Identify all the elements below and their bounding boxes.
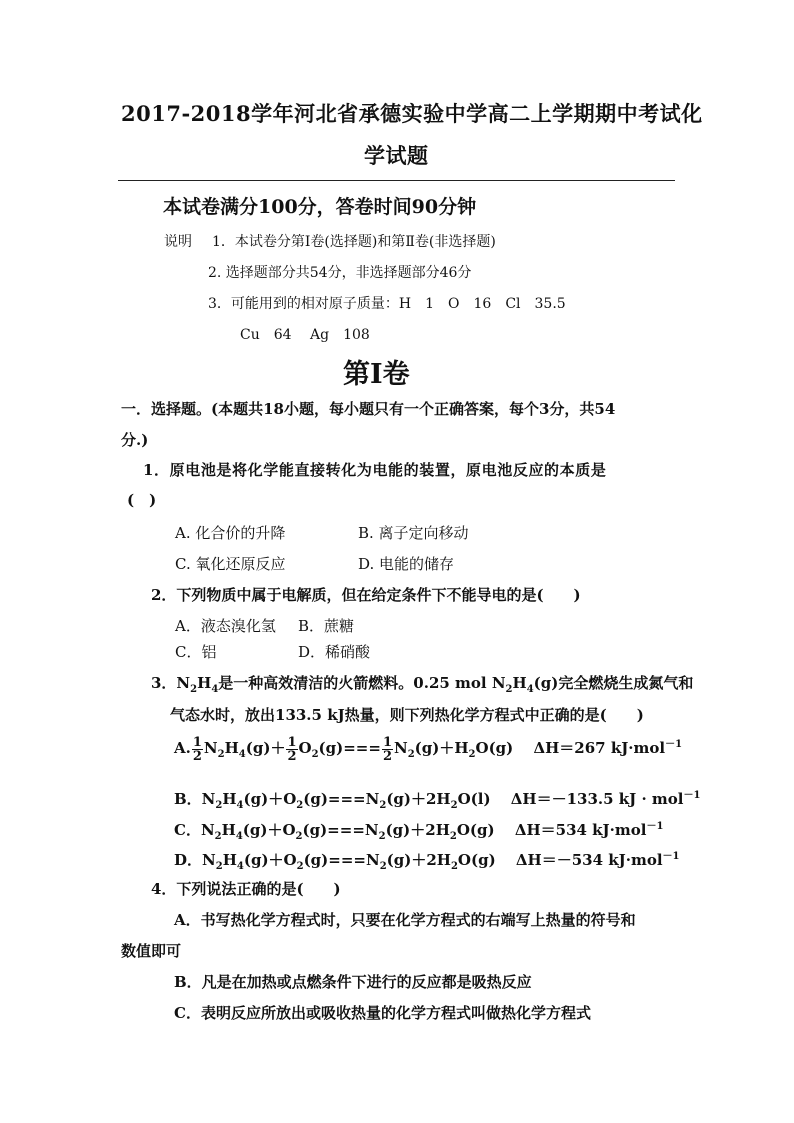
- q2-stem: 2．下列物质中属于电解质，但在给定条件下不能导电的是( ): [151, 586, 581, 604]
- q2-option-d: D．稀硝酸: [298, 643, 371, 661]
- q2-option-c: C．铝: [175, 643, 217, 661]
- note-3-continued: Cu 64 Ag 108: [240, 327, 370, 343]
- q3-option-a: A. $\frac{1}{2}$ $N_2H_4(g)+$ $\frac{1}{2}$ $O_2(g)===$ $\frac{1}{2}$ $N_2(g)+H_2O(g)$ ΔH＝267 kJ·mol$^{-1}$: [174, 734, 683, 764]
- q3-option-d: D．$N_2H_4(g)+O_2(g)===N_2(g)+2H_2O(g)$ ΔH＝－534 kJ·mol$^{-1}$: [174, 851, 680, 872]
- notes-label: 说明: [164, 234, 192, 250]
- doc-title-line1: 2017-2018学年河北省承德实验中学高二上学期期中考试化: [121, 101, 703, 126]
- section-title: 第Ⅰ卷: [343, 359, 410, 390]
- q1-stem-line1: 1．原电池是将化学能直接转化为电能的装置，原电池反应的本质是: [143, 461, 607, 479]
- fraction-half: $\frac{1}{2}$: [192, 734, 202, 764]
- q4-option-b: B．凡是在加热或点燃条件下进行的反应都是吸热反应: [174, 973, 532, 991]
- q1-option-b: B. 离子定向移动: [358, 524, 469, 542]
- section-heading-line1: 一．选择题。(本题共18小题，每小题只有一个正确答案，每个3分，共54: [121, 400, 616, 418]
- q3-option-b: B．$N_2H_4(g)+O_2(g)===N_2(g)+2H_2O(l)$ ΔH＝－133.5 kJ · mol$^{-1}$: [174, 790, 701, 811]
- q4-option-c: C．表明反应所放出或吸收热量的化学方程式叫做热化学方程式: [174, 1004, 591, 1022]
- fraction-half: $\frac{1}{2}$: [287, 734, 297, 764]
- q1-option-d: D. 电能的储存: [358, 555, 455, 573]
- q4-stem: 4．下列说法正确的是( ): [151, 880, 341, 898]
- doc-title-line2: 学试题: [364, 143, 429, 168]
- q3-stem-line2: 气态水时，放出133.5 kJ热量，则下列热化学方程式中正确的是( ): [170, 706, 644, 724]
- q3-option-c: C．$N_2H_4(g)+O_2(g)===N_2(g)+2H_2O(g)$ ΔH＝534 kJ·mol$^{-1}$: [174, 821, 664, 842]
- q2-option-b: B．蔗糖: [298, 617, 355, 635]
- note-2: 2. 选择题部分共54分，非选择题部分46分: [208, 265, 472, 281]
- note-1: 1．本试卷分第Ⅰ卷(选择题)和第Ⅱ卷(非选择题): [212, 234, 496, 250]
- note-3: 3．可能用到的相对原子质量：H 1 O 16 Cl 35.5: [208, 296, 566, 312]
- section-heading-line2: 分.): [121, 431, 149, 449]
- q1-option-c: C. 氧化还原反应: [175, 555, 286, 573]
- q1-stem-line2: ( ): [127, 491, 157, 509]
- q1-option-a: A. 化合价的升降: [175, 524, 286, 542]
- score-info: 本试卷满分100分，答卷时间90分钟: [163, 196, 477, 218]
- fraction-half: $\frac{1}{2}$: [382, 734, 392, 764]
- title-divider: [118, 180, 675, 181]
- q4-option-a-line2: 数值即可: [121, 942, 182, 960]
- q4-option-a-line1: A．书写热化学方程式时，只要在化学方程式的右端写上热量的符号和: [174, 911, 636, 929]
- q2-option-a: A．液态溴化氢: [175, 617, 276, 635]
- q3-stem-line1: 3．$N_2H_4$是一种高效清洁的火箭燃料。0.25 mol $N_2H_4(g)$完全燃烧生成氮气和: [151, 674, 694, 695]
